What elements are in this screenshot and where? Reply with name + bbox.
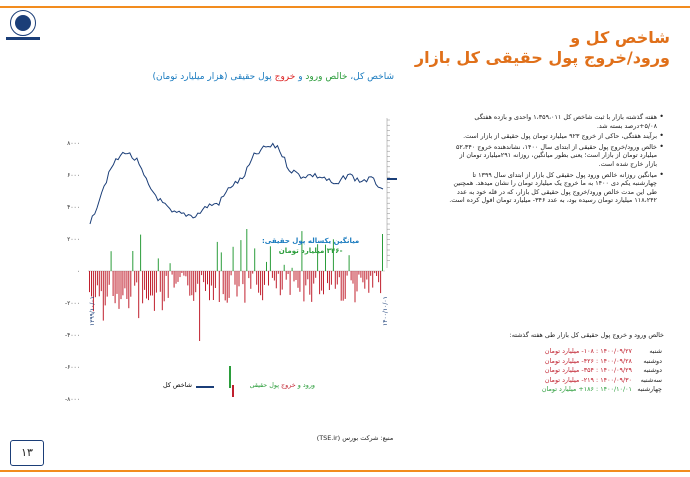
- top-divider: [0, 6, 690, 8]
- flow-bar: [321, 271, 322, 291]
- flow-bar: [225, 271, 226, 300]
- flow-bar: [364, 271, 365, 289]
- weekly-day: دوشنبه: [643, 356, 662, 365]
- flow-bar: [351, 271, 352, 280]
- flow-bar: [164, 271, 165, 301]
- flow-bar: [122, 271, 123, 295]
- flow-bar: [239, 271, 240, 286]
- weekly-list: [532, 347, 662, 395]
- source-note: منبع: شرکت بورس (TSE.ir): [316, 434, 394, 442]
- title-line-1: شاخص کل و: [570, 28, 670, 47]
- flow-bar: [174, 271, 175, 288]
- annotation-line-1: میانگین یکساله پول حقیقی:: [262, 237, 360, 245]
- flow-bar: [355, 271, 356, 302]
- flow-bar: [150, 271, 151, 296]
- flow-bar: [282, 271, 283, 290]
- flow-bar: [117, 271, 118, 294]
- flow-bar: [203, 271, 204, 282]
- flow-bar: [213, 271, 214, 300]
- flow-bar: [105, 271, 106, 305]
- flow-bar: [101, 271, 102, 291]
- flow-bar: [345, 271, 346, 299]
- flow-bar: [201, 271, 202, 275]
- weekly-day: دوشنبه: [643, 366, 662, 374]
- flow-bar: [223, 271, 224, 294]
- flow-bar: [172, 271, 173, 275]
- flow-bar: [119, 271, 120, 309]
- flow-bar: [107, 271, 108, 297]
- x-end-label: ۱۴۰۰/۱۰/۰۱: [382, 296, 389, 326]
- flow-bar: [331, 271, 332, 285]
- flow-bar: [176, 271, 177, 284]
- flow-bar: [166, 271, 167, 276]
- flow-bar: [115, 271, 116, 303]
- flow-bar: [276, 271, 277, 288]
- weekly-row: [532, 347, 662, 357]
- chart-title-outflow: خروج: [274, 72, 296, 82]
- flow-bar: [244, 271, 245, 303]
- flow-bar: [315, 271, 316, 278]
- y-tick-label: -۸۰۰۰: [64, 396, 80, 403]
- weekly-day: سه‌شنبه: [640, 375, 662, 384]
- flow-bar: [205, 271, 206, 291]
- chart-title-mid: و: [295, 72, 306, 82]
- flow-bar: [124, 271, 125, 288]
- weekly-row: [532, 357, 662, 367]
- flow-bar: [343, 271, 344, 301]
- flow-bar: [109, 271, 110, 285]
- x-start-label: ۱۳۹۹/۱۰/۰۱: [89, 296, 96, 326]
- flow-bar: [189, 271, 190, 296]
- flow-bar: [380, 271, 381, 293]
- flow-bar: [357, 271, 358, 291]
- flow-bar: [252, 271, 253, 274]
- flow-bar: [121, 271, 122, 299]
- chart-title-inflow: خالص ورود: [305, 72, 348, 82]
- flow-bar: [187, 271, 188, 285]
- flow-bar: [183, 271, 184, 276]
- flow-bar: [207, 271, 208, 284]
- flow-bar: [140, 235, 141, 271]
- flow-bar: [254, 248, 255, 271]
- flow-bar: [128, 271, 129, 308]
- y-tick-label: ۸۰۰۰: [67, 140, 80, 147]
- weekly-row: [532, 385, 662, 395]
- weekly-value: ۱۴۰۰/۰۹/۳۰ : ۲۱۹- میلیارد تومان: [544, 375, 632, 384]
- chart-annotation: [262, 236, 359, 256]
- flow-bar: [138, 271, 139, 318]
- flow-bar: [309, 271, 310, 295]
- flow-bar: [168, 271, 169, 298]
- flow-bar: [323, 271, 324, 294]
- flow-bar: [197, 271, 198, 284]
- flow-bar: [178, 271, 179, 282]
- flow-bar: [134, 271, 135, 286]
- y-tick-label: ۶۰۰۰: [67, 172, 80, 179]
- legend-flow-swatch-pos: [229, 366, 231, 388]
- weekly-value: ۱۴۰۰/۰۹/۲۷ : ۱۰۸- میلیارد تومان: [544, 347, 632, 355]
- flow-bar: [237, 271, 238, 297]
- flow-bar: [95, 271, 96, 297]
- flow-bar: [142, 271, 143, 303]
- weekly-day: چهارشنبه: [637, 385, 662, 393]
- flow-bar: [162, 271, 163, 310]
- flow-bar: [250, 271, 251, 289]
- weekly-heading: خالص ورود و خروج پول حقیقی کل بازار طی هفته گذشته:: [509, 331, 664, 339]
- flow-bar: [372, 271, 373, 288]
- flow-bar: [152, 271, 153, 296]
- y-tick-label: -۶۰۰۰: [64, 364, 80, 371]
- bottom-divider: [0, 470, 690, 472]
- flow-bar: [181, 271, 182, 273]
- flow-bar: [130, 271, 131, 297]
- y-tick-label: ۴۰۰۰: [67, 204, 80, 211]
- flow-bar: [235, 271, 236, 285]
- flow-bar: [199, 271, 200, 341]
- flow-bar: [378, 271, 379, 282]
- flow-bar: [358, 271, 359, 275]
- flow-bar: [347, 271, 348, 276]
- weekly-day: شنبه: [649, 347, 662, 355]
- flow-bar: [219, 271, 220, 302]
- flow-bar: [136, 271, 137, 282]
- flow-bar: [264, 271, 265, 285]
- flow-bar: [311, 271, 312, 302]
- flow-bar: [327, 271, 328, 283]
- flow-bar: [191, 271, 192, 295]
- legend-flow-swatch-neg: [232, 385, 234, 397]
- flow-bar: [280, 271, 281, 295]
- flow-bar: [195, 271, 196, 292]
- flow-bar: [353, 271, 354, 284]
- flow-bar: [89, 271, 90, 292]
- logo-icon: [10, 10, 36, 36]
- flow-bar: [91, 271, 92, 296]
- flow-bar: [97, 271, 98, 285]
- flow-bar: [99, 271, 100, 296]
- flow-bar: [221, 252, 222, 271]
- flow-bar: [256, 271, 257, 285]
- flow-bar: [144, 271, 145, 290]
- flow-bar: [193, 271, 194, 301]
- current-index-marker: [387, 178, 397, 180]
- bullet-item: • هفته گذشته بازار با ثبت شاخص کل ۱،۳۵۹،۰۱۱ واحدی و بازده هفتگی ۵/۰۸+درصد بسته شد.: [448, 113, 664, 130]
- bullet-item: • برآیند هفتگی، حاکی از خروج ۹۲۳ میلیارد تومان پول حقیقی از بازار است.: [448, 132, 664, 141]
- annotation-line-2: -۳۴۶ میلیارد تومان: [278, 247, 343, 255]
- flow-bar: [370, 271, 371, 276]
- weekly-value: ۱۴۰۰/۰۹/۲۸ : ۴۲۶- میلیارد تومان: [544, 356, 632, 365]
- title-line-2: ورود/خروج پول حقیقی کل بازار: [414, 48, 670, 67]
- flow-bar: [260, 271, 261, 295]
- flow-bar: [113, 271, 114, 296]
- flow-bar: [294, 271, 295, 281]
- flow-bar: [296, 271, 297, 280]
- flow-bar: [246, 229, 247, 271]
- flow-bar: [274, 271, 275, 281]
- flow-bar: [290, 271, 291, 295]
- flow-bar: [217, 242, 218, 271]
- flow-bar: [374, 271, 375, 273]
- flow-bar: [292, 268, 293, 271]
- flow-bar: [368, 271, 369, 293]
- flow-bar: [266, 262, 267, 271]
- flow-bar: [349, 255, 350, 271]
- flow-bar: [382, 234, 383, 271]
- flow-bar: [339, 271, 340, 277]
- flow-bar: [148, 271, 149, 300]
- y-tick-label: -۲۰۰۰: [64, 300, 80, 307]
- flow-bar: [111, 251, 112, 271]
- weekly-value: ۱۴۰۰/۰۹/۲۹ : ۳۵۴- میلیارد تومان: [544, 366, 632, 374]
- flow-bar: [272, 271, 273, 278]
- logo-caption-bar: [6, 37, 40, 40]
- flow-bar: [215, 271, 216, 288]
- flow-bar: [240, 240, 241, 271]
- bullet-item: • خالص ورود/خروج پول حقیقی از ابتدای سال ۱۴۰۰، نشاندهنده خروج ۵۲،۳۴۰ میلیارد تومان از بازار است؛ یعنی بطور میانگین، روزانه ۲۹۱میلیارد تومان از بازار خارج شده است.: [448, 143, 664, 169]
- flow-bar: [286, 271, 287, 280]
- flow-bar: [242, 271, 243, 284]
- summary-bullets: [448, 113, 664, 207]
- flow-bar: [376, 271, 377, 276]
- flow-bar: [329, 271, 330, 290]
- flow-bar: [307, 271, 308, 279]
- flow-bar: [154, 271, 155, 311]
- flow-bar: [209, 271, 210, 300]
- flow-bar: [233, 247, 234, 271]
- y-tick-label: -۴۰۰۰: [64, 332, 80, 339]
- index-series-line: [90, 144, 383, 225]
- flow-bar: [305, 271, 306, 285]
- flow-bar: [360, 271, 361, 278]
- flow-bar: [180, 271, 181, 277]
- flow-bar: [299, 271, 300, 292]
- chart-title-part2: پول حقیقی (هزار میلیارد تومان): [152, 72, 275, 82]
- legend-index-label: شاخص کل: [163, 381, 192, 389]
- flow-bar: [227, 271, 228, 303]
- flow-bar: [158, 258, 159, 271]
- flow-bar: [303, 271, 304, 301]
- flow-bar: [337, 271, 338, 285]
- flow-bar: [362, 271, 363, 282]
- weekly-value: ۱۴۰۰/۱۰/۰۱ : ۱۸۶+ میلیارد تومان: [541, 385, 632, 393]
- flow-bar: [268, 271, 269, 286]
- flow-bar: [319, 271, 320, 294]
- flow-bar: [229, 271, 230, 298]
- flow-bar: [132, 251, 133, 271]
- flow-bar: [170, 263, 171, 271]
- flow-bar: [366, 271, 367, 280]
- y-tick-label: ۲۰۰۰: [67, 236, 80, 243]
- flow-bar: [231, 271, 232, 275]
- chart-title-part1: شاخص کل،: [347, 72, 394, 82]
- flow-bar: [284, 265, 285, 271]
- page-number: ۱۳: [10, 440, 44, 466]
- flow-bar: [313, 271, 314, 284]
- flow-bar: [258, 271, 259, 293]
- flow-bar: [335, 271, 336, 289]
- flow-bar: [126, 271, 127, 299]
- bullet-item: • میانگین روزانه خالص ورود پول حقیقی کل بازار از ابتدای سال ۱۳۹۹ تا چهارشنبه یکم دی ۱۴۰۰ به ما خروج یک میلیارد تومان را نشان میدهد. همچنین طی این مدت خالص ورود/خروج پول حقیقی کل بازار، که در قله خود به عدد ۱۱۸،۲۴۲ میلیارد تومان رسیده بود، به عدد ۳۴۶- میلیارد تومان افول کرده است.: [448, 171, 664, 205]
- flow-bar: [156, 271, 157, 293]
- flow-bar: [288, 271, 289, 274]
- weekly-row: [532, 376, 662, 386]
- flow-bar: [262, 271, 263, 300]
- flow-bar: [146, 271, 147, 299]
- weekly-row: [532, 366, 662, 376]
- y-tick-label: ۰: [76, 268, 80, 275]
- flow-bar: [341, 271, 342, 301]
- legend-flow-label: ورود و خروج پول حقیقی: [249, 381, 315, 389]
- flow-bar: [248, 271, 249, 278]
- flow-bar: [211, 271, 212, 286]
- chart-title: [92, 72, 394, 82]
- flow-bar: [185, 271, 186, 276]
- legend-index-swatch: [196, 386, 214, 388]
- page-title: [415, 28, 670, 68]
- flow-bar: [298, 271, 299, 288]
- flow-bar: [160, 271, 161, 292]
- flow-bar: [103, 271, 104, 321]
- flow-bar: [278, 271, 279, 274]
